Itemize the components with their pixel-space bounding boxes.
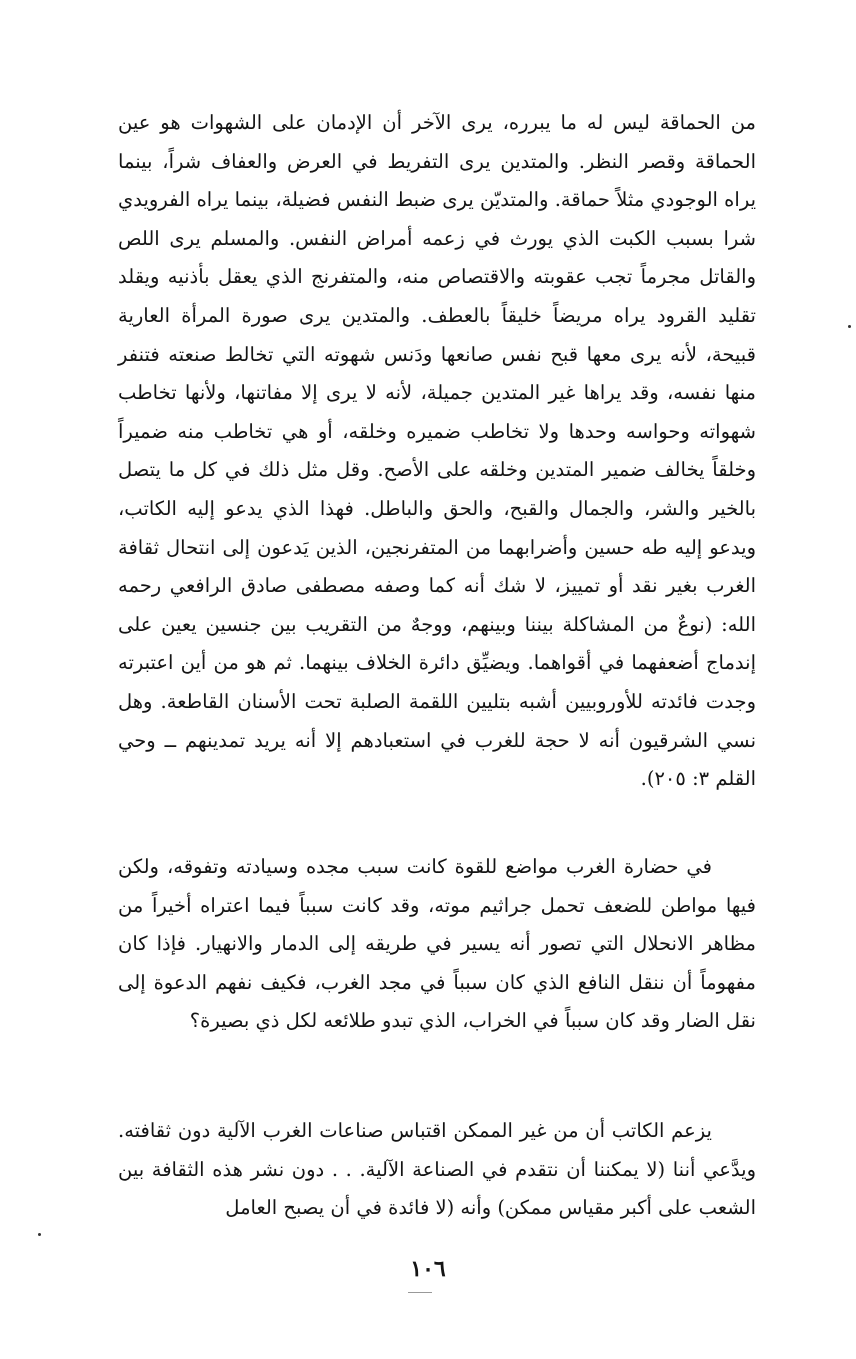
- body-text: [118, 104, 756, 799]
- body-text: [118, 1112, 756, 1228]
- paragraph: من الحماقة ليس له ما يبرره، يرى الآخر أن الإدمان على الشهوات هو عين الحماقة وقصر النظر. والمتدين يرى التفريط في العرض والعفاف شراً، بينما يراه الوجودي مثلاً حماقة. والمتديّن يرى ضبط النفس فضيلة، بينما يراه الفرويدي شرا بسبب الكبت الذي يورث في زعمه أمراض النفس. والمسلم يرى اللص والقاتل مجرماً تجب عقوبته والاقتصاص منه، والمتفرنج الذي يعقل بأذنيه ويقلد تقليد القرود يراه مريضاً خليقاً بالعطف. والمتدين يرى صورة المرأة العارية قبيحة، لأنه يرى معها قبح نفس صانعها ودَنس شهوته التي تخالط صنعته فتنفر منها نفسه، وقد يراها غير المتدين جميلة، لأنه لا يرى إلا مفاتنها، ولأنها تخاطب شهواته وحواسه وحدها ولا تخاطب ضميره وخلقه، أو هي تخاطب منه ضميراً وخلقاً يخالف ضمير المتدين وخلقه على الأصح. وقل مثل ذلك في كل ما يتصل بالخير والشر، والجمال والقبح، والحق والباطل. فهذا الذي يدعو إليه الكاتب، ويدعو إليه طه حسين وأضرابهما من المتفرنجين، الذين يَدعون إلى انتحال ثقافة الغرب بغير نقد أو تمييز، لا شك أنه كما وصفه مصطفى صادق الرافعي رحمه الله: (نوعٌ من المشاكلة بيننا وبينهم، ووجهٌ من التقريب بين جنسين يعين على إندماج أضعفهما في أقواهما. ويضيِّق دائرة الخلاف بينهما. ثم هو من أين اعتبرته وجدت فائدته للأوروبيين أشبه بتليين اللقمة الصلبة تحت الأسنان القاطعة. وهل نسي الشرقيون أنه لا حجة للغرب في استعبادهم إلا أنه يريد تمدينهم ــ وحي القلم ٣: ٢٠٥).: [118, 111, 756, 791]
- margin-mark: [38, 1233, 41, 1236]
- page-number-rule: [408, 1292, 432, 1293]
- paragraph: في حضارة الغرب مواضع للقوة كانت سبب مجده وسيادته وتفوقه، ولكن فيها مواطن للضعف تحمل جراثيم موته، وقد كانت سبباً فيما اعتراه أخيراً من مظاهر الانحلال التي تصور أنه يسير في طريقه إلى الدمار والانهيار. فإذا كان مفهوماً أن ننقل النافع الذي كان سبباً في مجد الغرب، فكيف نفهم الدعوة إلى نقل الضار وقد كان سبباً في الخراب، الذي تبدو طلائعه لكل ذي بصيرة؟: [118, 855, 756, 1033]
- page-number: ١٠٦: [410, 1256, 446, 1282]
- body-text: [118, 848, 756, 1041]
- margin-mark: [848, 325, 851, 328]
- paragraph: يزعم الكاتب أن من غير الممكن اقتباس صناعات الغرب الآلية دون ثقافته. ويدَّعي أننا (لا يمكننا أن نتقدم في الصناعة الآلية. . . دون نشر هذه الثقافة بين الشعب على أكبر مقياس ممكن) وأنه (لا فائدة في أن يصبح العامل: [118, 1119, 756, 1220]
